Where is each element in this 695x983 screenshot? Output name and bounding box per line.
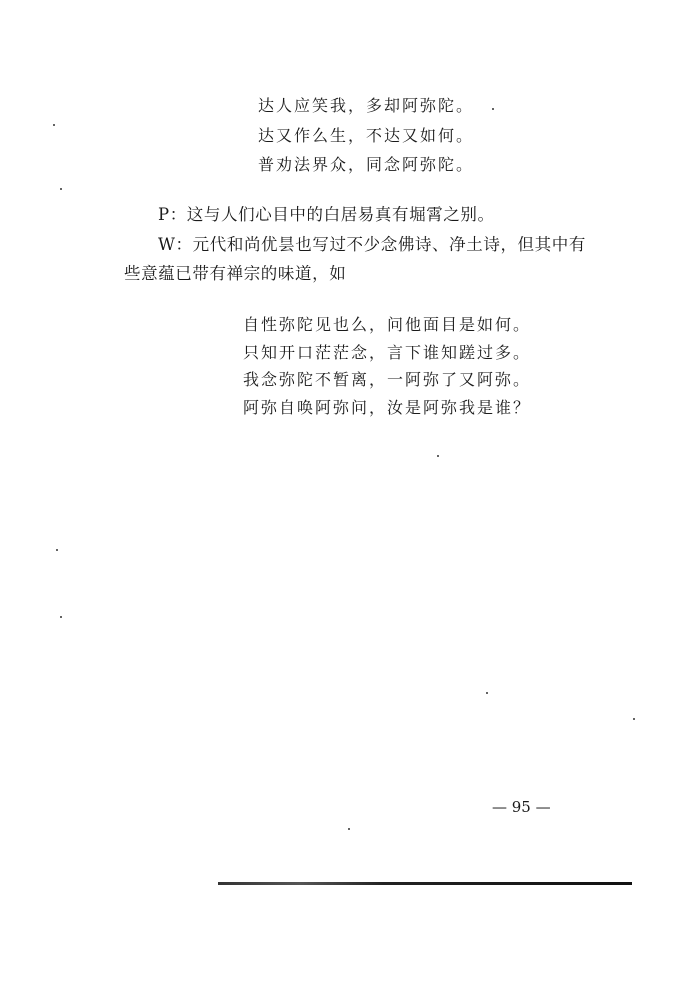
scan-speck — [437, 455, 439, 457]
paragraph-p: P：这与人们心目中的白居易真有堀霄之别。 — [158, 205, 495, 224]
scan-speck — [53, 124, 55, 126]
scan-speck — [633, 718, 635, 720]
poem2-line-2: 只知开口茫茫念，言下谁知蹉过多。 — [243, 343, 532, 362]
poem2-line-1: 自性弥陀见也么，问他面目是如何。 — [243, 315, 532, 334]
page-number: — 95 — — [492, 798, 551, 816]
scan-speck — [56, 549, 58, 551]
scan-speck — [348, 828, 350, 830]
paragraph-w-line-1: W：元代和尚优昙也写过不少念佛诗、净土诗，但其中有 — [158, 235, 586, 254]
poem1-line-3: 普劝法界众，同念阿弥陀。 — [258, 155, 475, 174]
paragraph-w-line-2: 些意蕴已带有禅宗的味道，如 — [124, 264, 347, 283]
poem1-line-2: 达又作么生，不达又如何。 — [258, 126, 475, 145]
scan-speck — [60, 188, 62, 190]
scan-speck — [492, 108, 494, 110]
scan-speck — [60, 616, 62, 618]
scan-speck — [486, 692, 488, 694]
poem2-line-4: 阿弥自唤阿弥问，汝是阿弥我是谁？ — [243, 398, 532, 417]
bottom-rule — [218, 882, 632, 885]
poem2-line-3: 我念弥陀不暂离，一阿弥了又阿弥。 — [243, 370, 532, 389]
poem1-line-1: 达人应笑我，多却阿弥陀。 — [258, 96, 475, 115]
